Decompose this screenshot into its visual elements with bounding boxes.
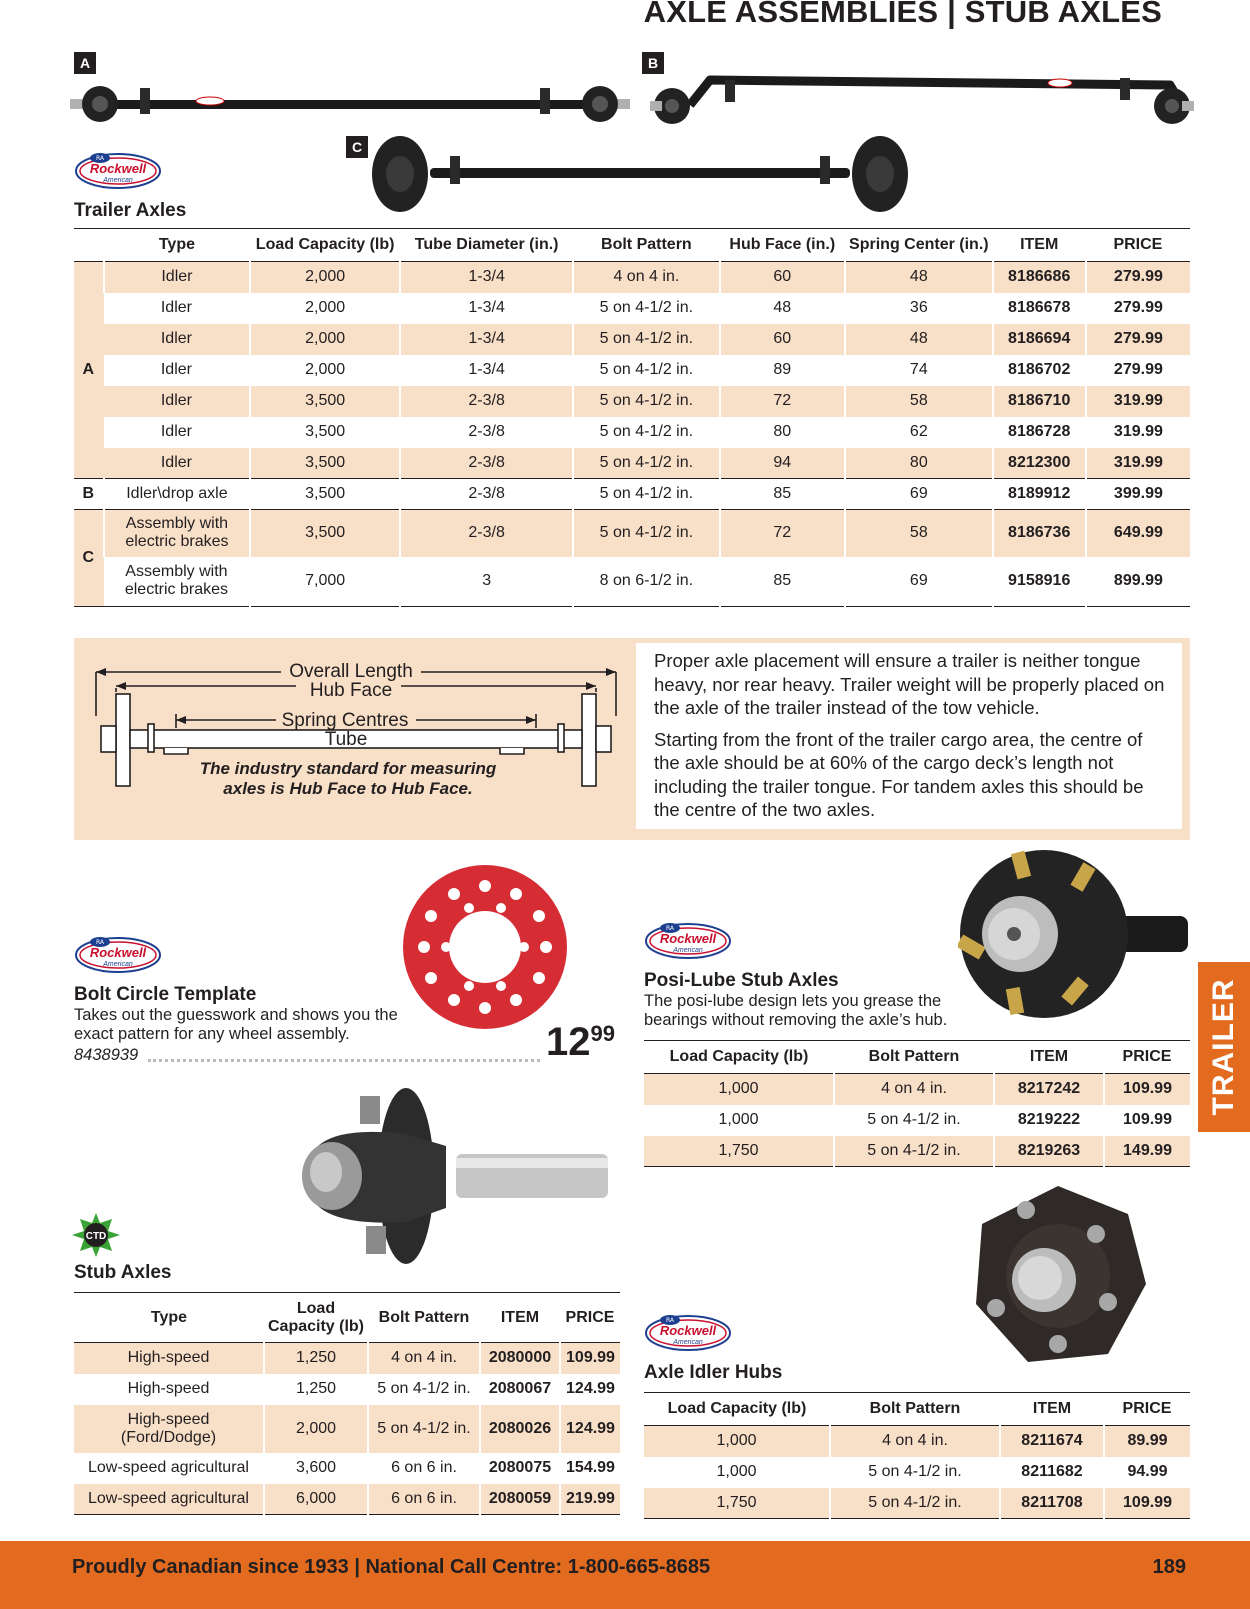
svg-text:Rockwell: Rockwell [89,945,147,960]
stub-axles-table [74,1292,620,1515]
table-row: A Idler 2,000 1-3/4 4 on 4 in. 60 48 8186686 279.99 [74,262,1190,293]
svg-text:RA: RA [95,939,105,946]
rockwell-american-logo [74,150,162,190]
rockwell-american-logo [644,920,732,960]
table-row: Low-speed agricultural 3,600 6 on 6 in. 2080075 154.99 [74,1453,620,1484]
axle-idler-hub-image [968,1184,1148,1364]
tube-label: Tube [324,729,368,750]
svg-text:Rockwell: Rockwell [659,1323,717,1338]
col-header: PRICE [565,1308,615,1326]
axle-c-image [370,136,910,216]
table-row: 1,750 5 on 4-1/2 in. 8211708 109.99 [644,1488,1190,1519]
trailer-axles-title: Trailer Axles [74,200,187,221]
canadian-tire-badge-icon [72,1213,120,1257]
svg-text:American: American [673,947,703,954]
table-header-row [644,1041,1190,1074]
bolt-circle-description: Takes out the guesswork and shows you the exact pattern for any wheel assembly. [74,1006,398,1043]
group-label-b: B [74,479,104,510]
page-title: AXLE ASSEMBLIES | STUB AXLES [643,0,1162,29]
table-row: B Idler\drop axle 3,500 2-3/8 5 on 4-1/2 in. 85 69 8189912 399.99 [74,479,1190,510]
col-header: Bolt Pattern [601,236,692,253]
axle-b-image [650,70,1195,134]
col-header: Load Capacity (lb) [669,1048,809,1065]
group-label-a: A [74,262,104,479]
overall-length-label: Overall Length [289,661,413,682]
posi-lube-table [644,1040,1190,1167]
axle-measurement-diagram [86,650,626,800]
page-number: 189 [1152,1556,1186,1578]
col-header: Bolt Pattern [868,1048,960,1065]
idler-hubs-table [644,1392,1190,1519]
table-row: 1,000 5 on 4-1/2 in. 8219222 109.99 [644,1105,1190,1136]
table-row: Idler 2,000 1-3/4 5 on 4-1/2 in. 89 74 8186702 279.99 [74,355,1190,386]
stub-axles-title: Stub Axles [74,1262,172,1283]
posi-lube-description: The posi-lube design lets you grease the bearings without removing the axle’s hub. [644,992,948,1029]
diagram-caption-line2: axles is Hub Face to Hub Face. [223,779,473,798]
placement-info-p1: Proper axle placement will ensure a trailer is neither tongue heavy, nor rear heavy. Trailer weight will be properly placed on the axle of the trailer instead of the tow vehicle. [654,650,1165,718]
bolt-circle-item-number: 8438939 [74,1046,139,1064]
table-row: Idler 3,500 2-3/8 5 on 4-1/2 in. 94 80 8212300 319.99 [74,448,1190,479]
trailer-section-tab[interactable] [1198,962,1250,1132]
col-header: Type [150,1308,188,1326]
col-header: Type [158,236,195,253]
col-header: Load Capacity (lb) [255,236,395,253]
table-row: 1,750 5 on 4-1/2 in. 8219263 149.99 [644,1136,1190,1167]
placement-info-p2: Starting from the front of the trailer cargo area, the centre of the axle should be at 60% of the cargo deck’s length not including the trailer tongue. For tandem axles this should be the centre of the two axles. [654,728,1144,820]
table-row: 1,000 4 on 4 in. 8211674 89.99 [644,1426,1190,1457]
col-header: ITEM [1029,1048,1069,1065]
leader-dots [148,1059,540,1062]
price-cents: 99 [590,1021,615,1046]
rockwell-american-logo [644,1312,732,1352]
table-row: Low-speed agricultural 6,000 6 on 6 in. 2080059 219.99 [74,1484,620,1515]
col-header: PRICE [1113,236,1163,253]
price-dollars: 12 [546,1020,591,1064]
trailer-axles-table [74,228,1190,607]
side-tab-label: TRAILER [1207,978,1240,1116]
col-header-load: Load Capacity (lb) [267,1299,364,1335]
diagram-caption-line1: The industry standard for measuring [199,759,497,778]
rockwell-american-logo [74,934,162,974]
table-header-row [74,229,1190,262]
label-b: B [642,52,664,74]
col-header: Spring Center (in.) [849,236,989,253]
posi-lube-stub-axle-image [958,848,1190,1023]
table-header-row [644,1393,1190,1426]
group-label-c: C [74,510,104,607]
hub-face-label: Hub Face [309,680,393,701]
footer-contact: Proudly Canadian since 1933 | National Call Centre: 1-800-665-8685 [72,1556,711,1578]
col-header: ITEM [1032,1400,1072,1417]
table-row: 1,000 5 on 4-1/2 in. 8211682 94.99 [644,1457,1190,1488]
svg-text:CTD: CTD [85,1231,107,1242]
table-row: 1,000 4 on 4 in. 8217242 109.99 [644,1074,1190,1105]
col-header: PRICE [1122,1048,1172,1065]
svg-text:RA: RA [665,925,675,932]
table-row: High-speed 1,250 5 on 4-1/2 in. 2080067 124.99 [74,1374,620,1405]
col-header: Hub Face (in.) [729,236,836,253]
table-row: Assembly with electric brakes 7,000 3 8 on 6-1/2 in. 85 69 9158916 899.99 [74,557,1190,607]
col-header: Tube Diameter (in.) [414,236,559,253]
label-c: C [346,136,368,158]
bolt-circle-title: Bolt Circle Template [74,984,257,1005]
col-header: ITEM [1020,236,1059,253]
bolt-circle-template-image [402,864,568,1030]
col-header: PRICE [1122,1400,1172,1417]
table-row: Idler 3,500 2-3/8 5 on 4-1/2 in. 72 58 8186710 319.99 [74,386,1190,417]
table-row: Idler 2,000 1-3/4 5 on 4-1/2 in. 48 36 8186678 279.99 [74,293,1190,324]
svg-text:Rockwell: Rockwell [659,931,717,946]
svg-text:American: American [673,1339,703,1346]
svg-text:RA: RA [665,1317,675,1324]
posi-lube-title: Posi-Lube Stub Axles [644,970,839,991]
table-row: Idler 2,000 1-3/4 5 on 4-1/2 in. 60 48 8186694 279.99 [74,324,1190,355]
bolt-circle-price [546,1022,615,1062]
axle-a-image [70,78,630,134]
placement-info-text [636,643,1182,829]
label-a: A [74,52,96,74]
table-row: C Assembly with electric brakes 3,500 2-3/8 5 on 4-1/2 in. 72 58 8186736 649.99 [74,510,1190,557]
idler-hubs-title: Axle Idler Hubs [644,1362,783,1383]
col-header: Load Capacity (lb) [667,1400,807,1417]
stub-axle-image [296,1086,616,1272]
svg-text:American: American [103,961,133,968]
col-header: Bolt Pattern [869,1400,961,1417]
table-header-row [74,1293,620,1343]
svg-text:Rockwell: Rockwell [89,161,147,176]
table-row: High-speed (Ford/Dodge) 2,000 5 on 4-1/2 in. 2080026 124.99 [74,1405,620,1453]
table-row: Idler 3,500 2-3/8 5 on 4-1/2 in. 80 62 8186728 319.99 [74,417,1190,448]
col-header: ITEM [500,1308,540,1326]
table-row: High-speed 1,250 4 on 4 in. 2080000 109.99 [74,1343,620,1374]
svg-text:RA: RA [95,155,105,162]
spring-centres-label: Spring Centres [281,710,409,731]
svg-text:American: American [103,177,133,184]
col-header: Bolt Pattern [378,1308,470,1326]
